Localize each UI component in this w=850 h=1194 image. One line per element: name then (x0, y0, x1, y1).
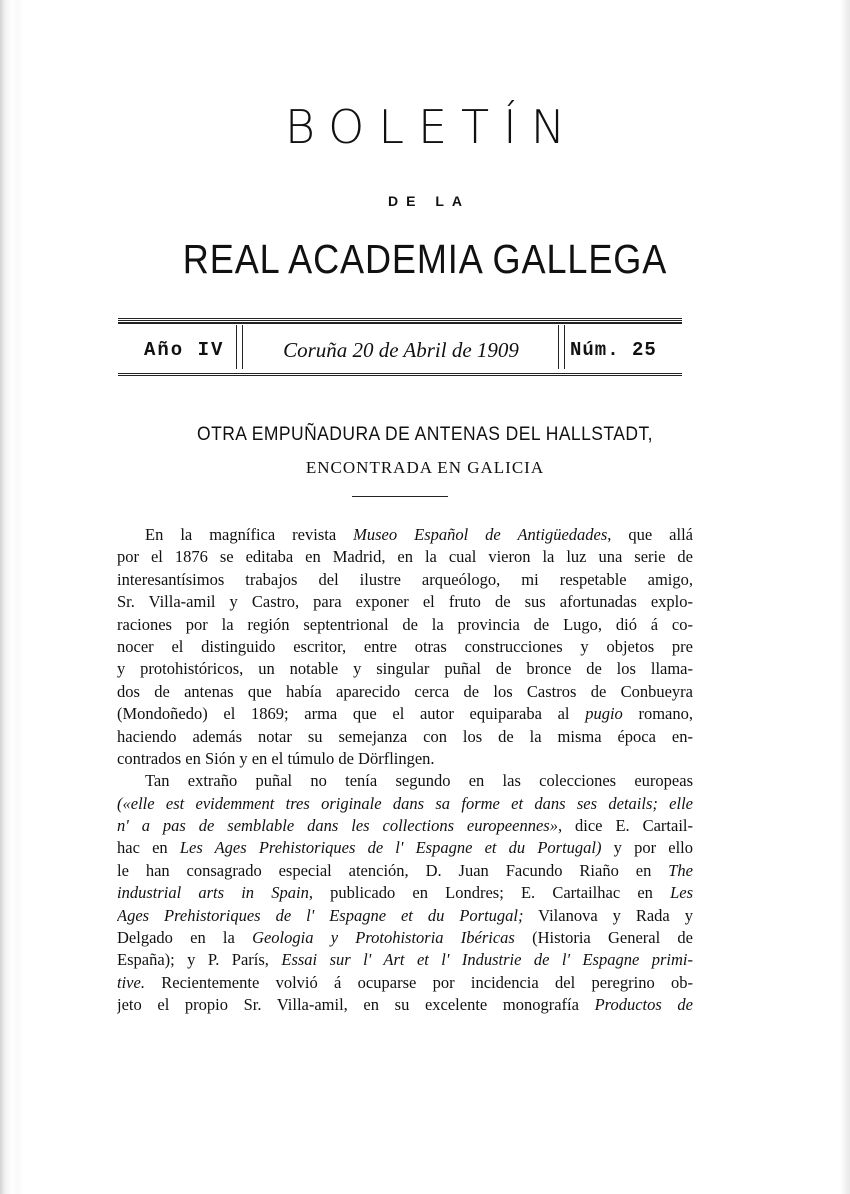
body-line (117, 658, 693, 680)
issue-separator (236, 325, 243, 369)
italic-span: Ages Prehistoriques de l' Espagne et du Portugal; (117, 905, 524, 925)
issue-date: Coruña 20 de Abril de 1909 (283, 338, 519, 362)
italic-span: Geologia y Protohistoria Ibéricas (252, 928, 515, 948)
text-span: En la magnífica revista (145, 525, 354, 544)
issue-number: Núm. 25 (570, 339, 657, 361)
body-line (117, 636, 693, 658)
text-span: y protohistóricos, un notable y singular puñal de bronce de los llama- (117, 659, 693, 679)
body-line (117, 591, 693, 613)
article-title: OTRA EMPUÑADURA DE ANTENAS DEL HALLSTADT, (197, 424, 653, 445)
text-span: hac en (117, 838, 180, 858)
scan-left-edge (0, 0, 22, 1194)
text-span: Delgado en la (117, 928, 253, 948)
text-span: , publicado en Londres; E. Cartailhac en (308, 883, 671, 903)
text-span: interesantísimos trabajos del ilustre arqueólogo, mi respetable amigo, (117, 569, 693, 589)
text-span: haciendo además notar su semejanza con los de la misma época en- (117, 726, 693, 746)
italic-span: The (668, 860, 693, 880)
text-span: y por ello (601, 838, 693, 858)
body-line (117, 748, 693, 770)
italic-span: Museo Español de Antigüedades (353, 525, 608, 544)
text-span: contrados en Sión y en el túmulo de Dörflingen. (117, 748, 435, 768)
issue-year: Año IV (144, 339, 225, 361)
text-span: , que allá (607, 525, 693, 544)
italic-span: tive. (117, 972, 145, 992)
italic-span: Les Ages Prehistoriques de l' Espagne et du Portugal) (179, 838, 602, 858)
text-span: por el 1876 se editaba en Madrid, en la cual vieron la luz una serie de (117, 547, 693, 567)
scan-right-edge (840, 0, 850, 1194)
article-body (117, 524, 693, 1017)
issue-bar (118, 318, 682, 376)
body-line (117, 837, 693, 859)
text-span: (Historia General de (514, 928, 693, 948)
text-span: Sr. Villa-amil y Castro, para exponer el fruto de sus afortunadas explo- (117, 592, 693, 612)
text-span: romano, (622, 704, 693, 724)
body-line (117, 793, 693, 815)
body-line (117, 860, 693, 882)
italic-span: Les (670, 883, 693, 903)
italic-span: industrial arts in Spain (117, 883, 309, 903)
text-span: jeto el propio Sr. Villa-amil, en su excelente monografía (117, 995, 595, 1015)
italic-span: n' a pas de semblable dans les collections europeennes» (117, 816, 558, 836)
masthead-de-la: DE LA (388, 193, 470, 209)
body-line (117, 905, 693, 927)
text-span: le han consagrado especial atención, D. Juan Facundo Riaño en (117, 860, 669, 880)
article-subtitle: ENCONTRADA EN GALICIA (305, 458, 545, 477)
body-line (117, 524, 693, 546)
issue-separator (558, 325, 565, 369)
body-line (117, 681, 693, 703)
italic-span: («elle est evidemment tres originale dans sa forme et dans ses details; elle (117, 793, 693, 813)
italic-span: Essai sur l' Art et l' Industrie de l' Espagne primi- (281, 950, 693, 970)
body-line (117, 949, 693, 971)
text-span: (Mondoñedo) el 1869; arma que el autor equiparaba al (117, 704, 586, 724)
body-line (117, 703, 693, 725)
text-span: Vilanova y Rada y (523, 905, 693, 925)
body-line (117, 614, 693, 636)
body-line (117, 770, 693, 792)
body-line (117, 569, 693, 591)
body-line (117, 972, 693, 994)
text-span: nocer el distinguido escritor, entre otras construcciones y objetos pre (117, 636, 693, 656)
text-span: Recientemente volvió á ocuparse por incidencia del peregrino ob- (144, 972, 693, 992)
body-line (117, 546, 693, 568)
italic-span: Productos de (594, 995, 693, 1015)
masthead-academy: REAL ACADEMIA GALLEGA (182, 236, 668, 282)
body-line (117, 927, 693, 949)
text-span: Tan extraño puñal no tenía segundo en las colecciones europeas (145, 771, 693, 791)
text-span: , dice E. Cartail- (557, 816, 693, 836)
title-divider (352, 496, 448, 497)
text-span: dos de antenas que había aparecido cerca de los Castros de Conbueyra (117, 681, 693, 701)
body-line (117, 994, 693, 1016)
issue-bar-rule (118, 322, 682, 324)
text-span: España); y P. París, (117, 950, 282, 970)
masthead-title: BOLETÍN (284, 100, 580, 154)
body-line (117, 815, 693, 837)
text-span: raciones por la región septentrional de la provincia de Lugo, dió á co- (117, 614, 693, 634)
body-line (117, 882, 693, 904)
italic-span: pugio (585, 704, 623, 724)
body-line (117, 726, 693, 748)
